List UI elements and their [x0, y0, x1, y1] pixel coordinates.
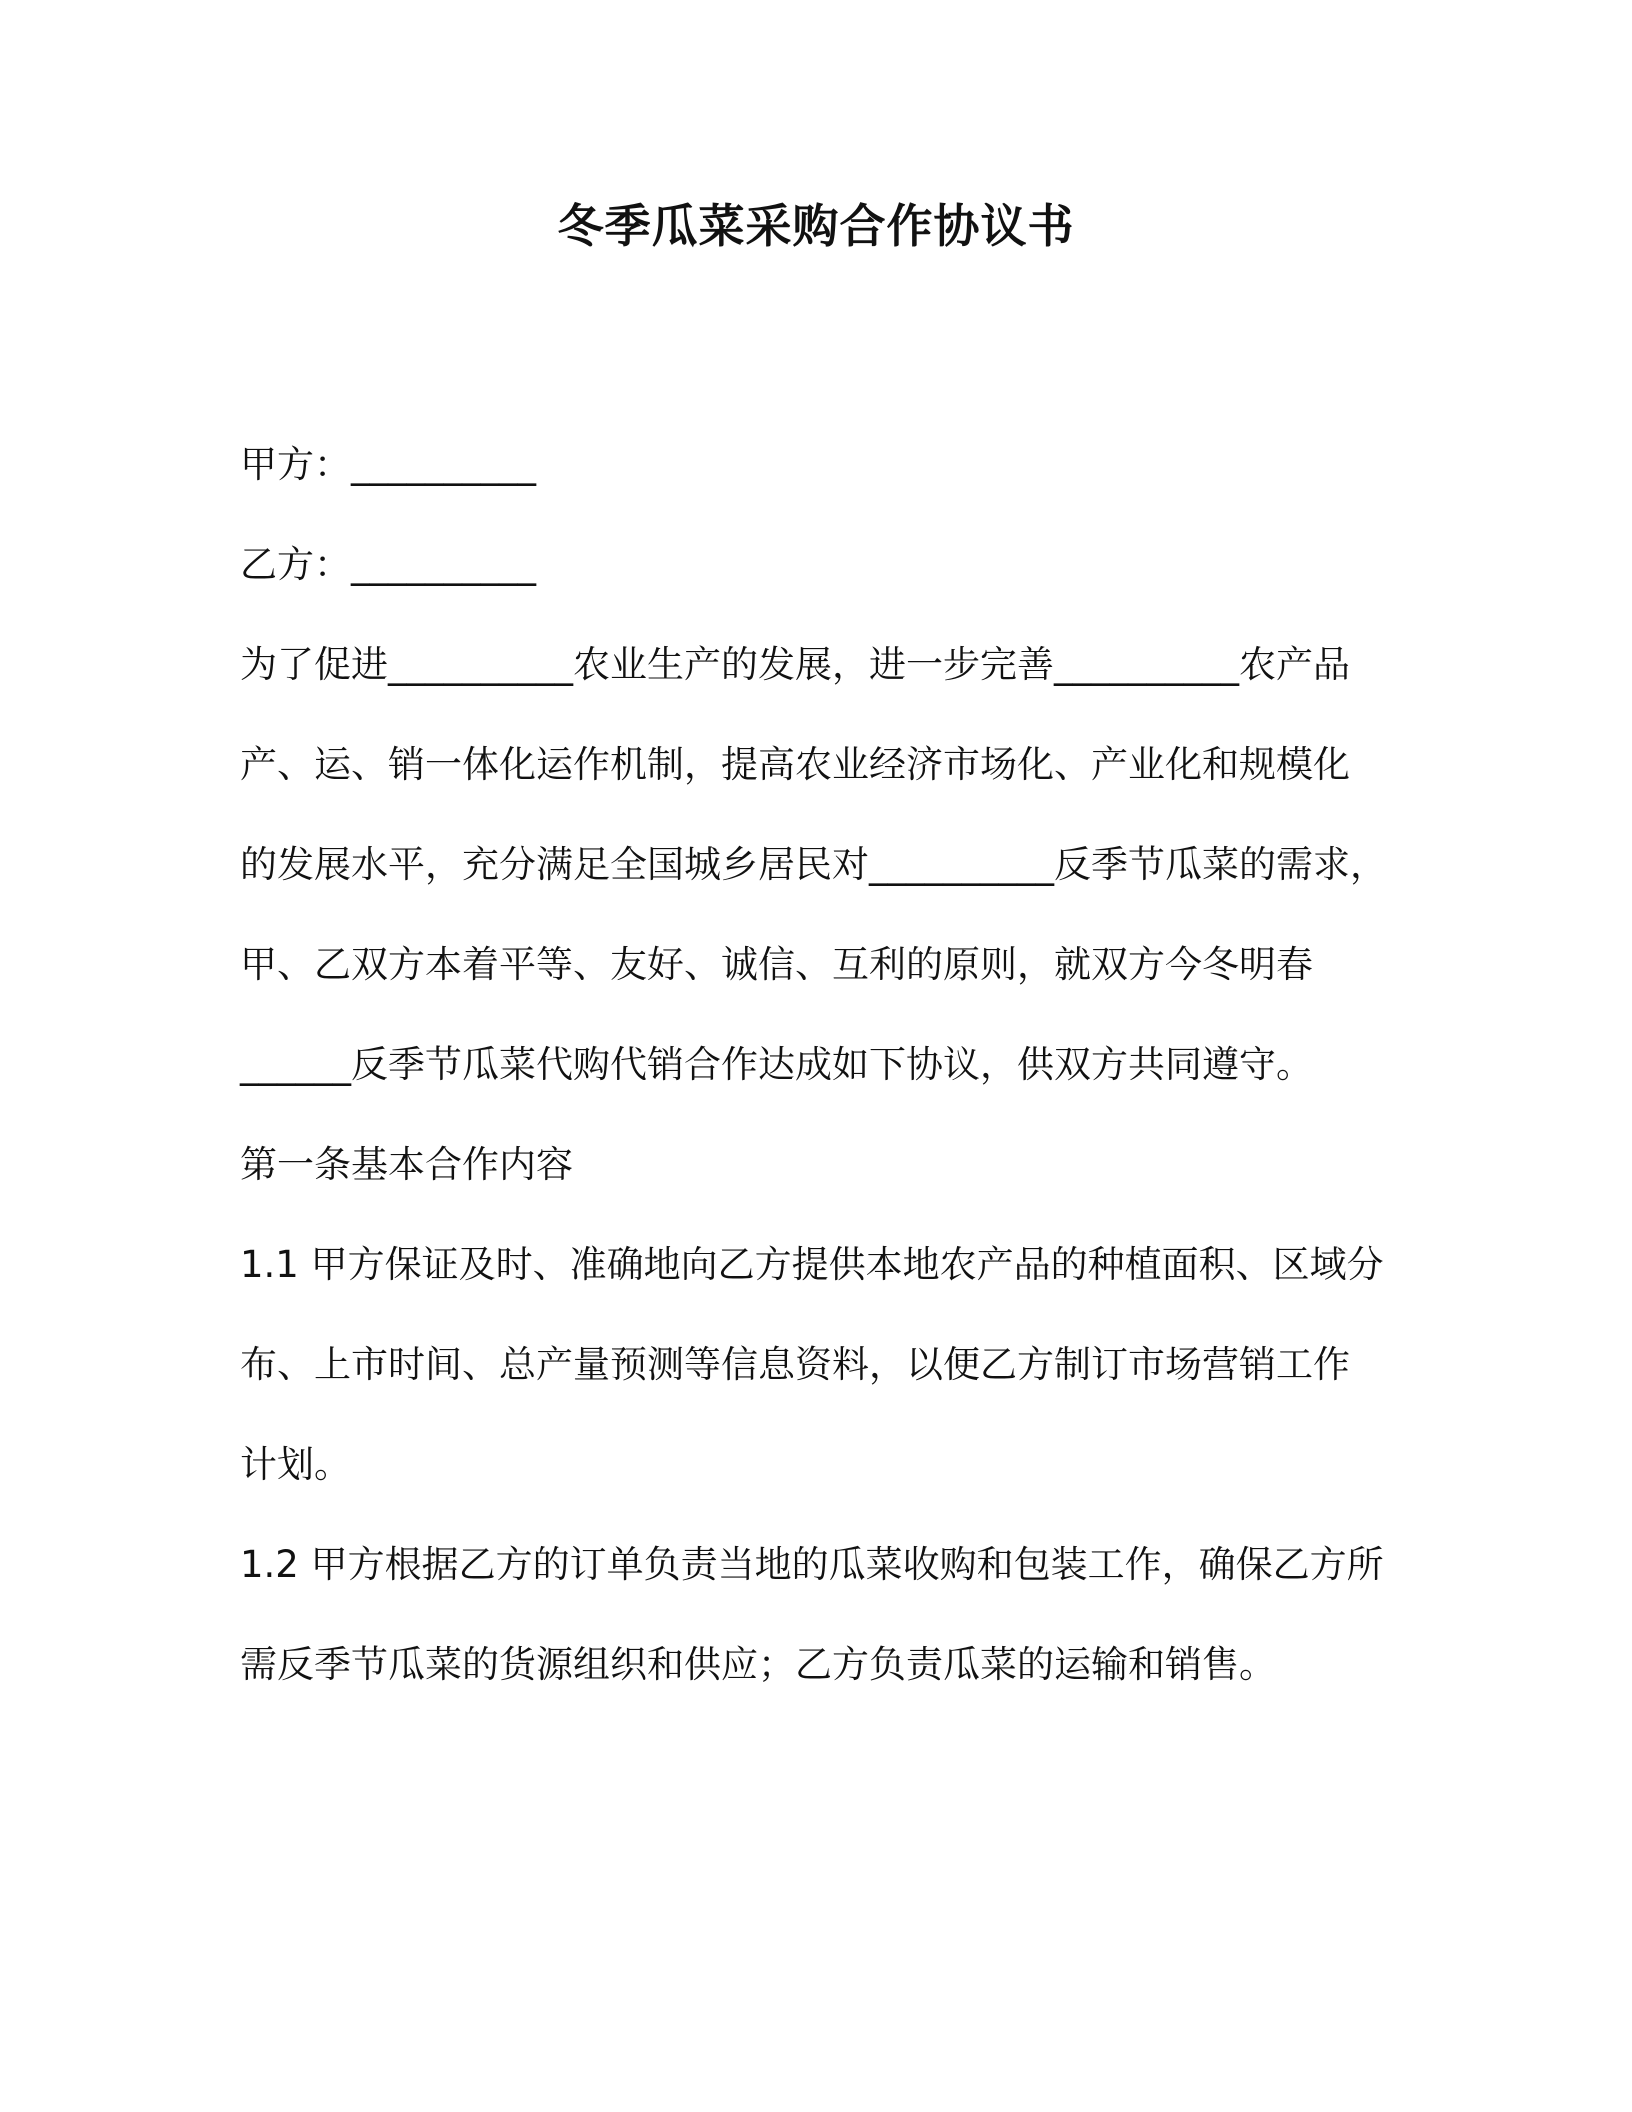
- document-body: [240, 415, 1390, 1715]
- preamble-line: 产、运、销一体化运作机制，提高农业经济市场化、产业化和规模化: [240, 743, 1350, 786]
- party-a-line: 甲方：__________: [240, 443, 536, 486]
- article-1-heading: 第一条基本合作内容: [240, 1143, 573, 1186]
- party-b-line: 乙方：__________: [240, 543, 536, 586]
- clause-1-1-line: 计划。: [240, 1443, 351, 1486]
- document-title: 冬季瓜菜采购合作协议书: [557, 199, 1075, 253]
- clause-1-1-line: 1.1 甲方保证及时、准确地向乙方提供本地农产品的种植面积、区域分: [240, 1243, 1384, 1286]
- preamble-line: 甲、乙双方本着平等、友好、诚信、互利的原则，就双方今冬明春: [240, 943, 1313, 986]
- preamble-line: 的发展水平，充分满足全国城乡居民对__________反季节瓜菜的需求，: [240, 843, 1387, 886]
- clause-1-1-line: 布、上市时间、总产量预测等信息资料，以便乙方制订市场营销工作: [240, 1343, 1350, 1386]
- preamble-line: 为了促进__________农业生产的发展，进一步完善__________农产品: [240, 643, 1350, 686]
- clause-1-2-line: 1.2 甲方根据乙方的订单负责当地的瓜菜收购和包装工作，确保乙方所: [240, 1543, 1384, 1586]
- preamble-line: ______反季节瓜菜代购代销合作达成如下协议，供双方共同遵守。: [240, 1043, 1313, 1086]
- clause-1-2-line: 需反季节瓜菜的货源组织和供应；乙方负责瓜菜的运输和销售。: [240, 1643, 1276, 1686]
